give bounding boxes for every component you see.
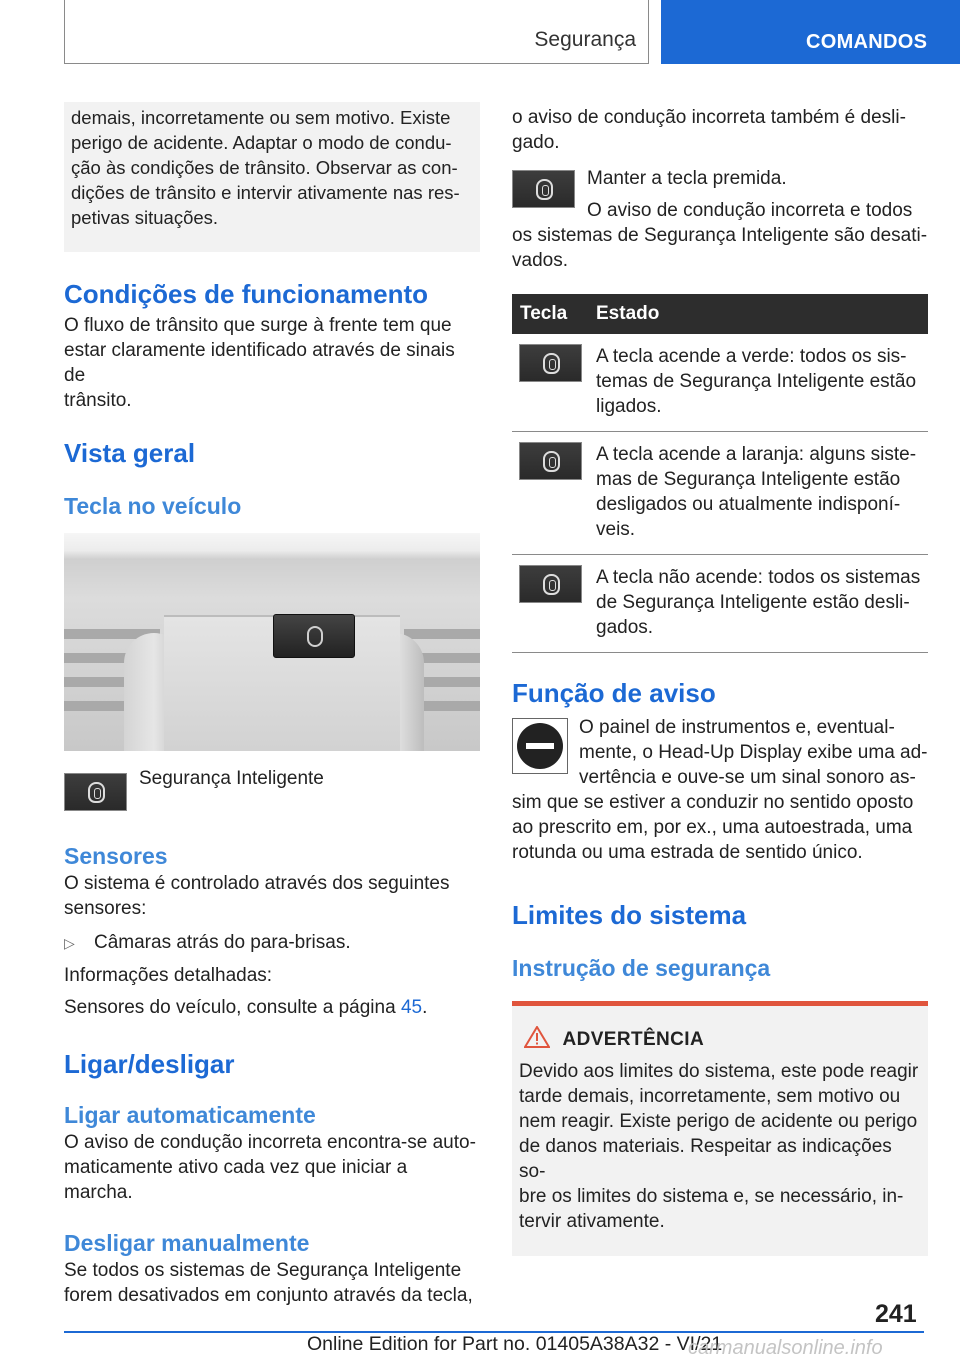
conditions-line: O fluxo de trânsito que surge à frente tem que [64, 315, 452, 336]
header-section-box [64, 0, 649, 64]
header-section-title: Segurança [534, 28, 636, 51]
warning-triangle-icon [524, 1026, 550, 1048]
row-text-line: A tecla não acende: todos os sistemas [596, 567, 921, 588]
vehicle-key-photo [64, 533, 480, 751]
heading-warning-function: Função de aviso [512, 678, 716, 708]
warning-fn-line: rotunda ou uma estrada de sentido único. [512, 842, 863, 863]
key-status-table [512, 294, 928, 653]
warning-fn-side-line: mente, o Head-Up Display exibe uma ad- [579, 742, 928, 763]
row-text-line: ligados. [596, 396, 662, 417]
table-header-row [512, 294, 928, 334]
key-orange-icon [519, 442, 582, 480]
intro-warning-box [64, 102, 480, 252]
right-column [512, 102, 928, 1256]
warning-fn-line: ao prescrito em, por ex., uma autoestrada, uma [512, 817, 913, 838]
intelligent-safety-key-icon [64, 773, 127, 811]
warning-line: nem reagir. Existe perigo de acidente ou perigo [519, 1111, 918, 1132]
intelligent-safety-button-photo [273, 614, 355, 658]
key-caption: Segurança Inteligente [139, 768, 324, 789]
left-column [64, 102, 480, 1308]
row-text-line: gados. [596, 617, 654, 638]
row-text-line: A tecla acende a laranja: alguns siste- [596, 444, 917, 465]
heading-on-off: Ligar/desligar [64, 1049, 235, 1079]
warning-fn-line: sim que se estiver a conduzir no sentido oposto [512, 792, 914, 813]
auto-line: maticamente ativo cada vez que iniciar a marcha. [64, 1157, 408, 1203]
key-off-icon [519, 565, 582, 603]
auto-line: O aviso de condução incorreta encontra-se auto- [64, 1132, 476, 1153]
details-label: Informações detalhadas: [64, 965, 273, 986]
column-header-key: Tecla [512, 294, 596, 334]
column-header-status: Estado [596, 294, 928, 334]
table-row [512, 432, 928, 555]
conditions-line: trânsito. [64, 390, 132, 411]
intelligent-safety-key-icon [512, 170, 575, 208]
intro-line: petivas situações. [71, 207, 219, 228]
warning-fn-side-line: O painel de instrumentos e, eventual- [579, 717, 895, 738]
heading-key-in-vehicle: Tecla no veículo [64, 493, 242, 519]
deactivate-first-line: O aviso de condução incorreta e todos [587, 200, 913, 221]
intro-line: ção às condições de trânsito. Observar as con- [71, 157, 458, 178]
safety-warning-box [512, 1001, 928, 1256]
page-number: 241 [875, 1300, 917, 1328]
intro-line: perigo de acidente. Adaptar o modo de condu- [71, 132, 452, 153]
sensor-bullet-item [64, 930, 480, 956]
heading-overview: Vista geral [64, 438, 196, 468]
row-text-line: veis. [596, 519, 636, 540]
intro-line: dições de trânsito e intervir ativamente nas res- [71, 182, 460, 203]
details-text: Sensores do veículo, consulte a página [64, 997, 401, 1018]
sensors-line: O sistema é controlado através dos seguintes [64, 873, 450, 894]
row-text-line: desligados ou atualmente indisponí- [596, 494, 901, 515]
manual-line: forem desativados em conjunto através da tecla, [64, 1285, 473, 1306]
warning-line: Devido aos limites do sistema, este pode reagir [519, 1061, 919, 1082]
hold-key-text: Manter a tecla premida. [587, 168, 787, 189]
details-end: . [422, 997, 428, 1018]
intro-line: demais, incorretamente ou sem motivo. Existe [71, 107, 451, 128]
row-text-line: de Segurança Inteligente estão desli- [596, 592, 910, 613]
warning-line: bre os limites do sistema e, se necessário, in- [519, 1186, 904, 1207]
key-green-icon [519, 344, 582, 382]
conditions-line: estar claramente identificado através de sinais de [64, 340, 455, 386]
heading-auto-on: Ligar automaticamente [64, 1102, 316, 1128]
warning-line: de danos materiais. Respeitar as indicações so- [519, 1136, 892, 1182]
triangle-bullet-icon: ▷ [64, 935, 75, 951]
table-row [512, 334, 928, 432]
row-text-line: A tecla acende a verde: todos os sis- [596, 346, 907, 367]
footer-edition: Online Edition for Part no. 01405A38A32 - VI/21 [307, 1333, 723, 1355]
row-text-line: mas de Segurança Inteligente estão [596, 469, 901, 490]
heading-safety-note: Instrução de segurança [512, 955, 771, 981]
sensors-line: sensores: [64, 898, 147, 919]
details-line [64, 995, 480, 1020]
deactivate-line: os sistemas de Segurança Inteligente são desati- [512, 225, 928, 246]
deactivate-line: vados. [512, 250, 568, 271]
warning-line: tarde demais, incorretamente, sem motivo ou [519, 1086, 901, 1107]
heading-system-limits: Limites do sistema [512, 900, 747, 930]
table-row [512, 555, 928, 653]
continuation-line: gado. [512, 132, 560, 153]
car-safety-icon [307, 626, 323, 647]
sensor-bullet-text: Câmaras atrás do para-brisas. [94, 932, 351, 953]
header-chapter-tab[interactable]: COMANDOS [661, 0, 960, 64]
heading-sensors: Sensores [64, 843, 168, 869]
warning-fn-side-line: vertência e ouve-se um sinal sonoro as- [579, 767, 916, 788]
manual-line: Se todos os sistemas de Segurança Inteligente [64, 1260, 462, 1281]
row-text-line: temas de Segurança Inteligente estão [596, 371, 917, 392]
warning-header [519, 1026, 921, 1056]
footer-watermark: carmanualsonline.info [688, 1337, 883, 1359]
continuation-line: o aviso de condução incorreta também é desli- [512, 107, 906, 128]
warning-line: tervir ativamente. [519, 1211, 665, 1232]
no-entry-sign-icon [512, 718, 568, 774]
warning-title: ADVERTÊNCIA [562, 1029, 705, 1050]
page-link[interactable]: 45 [400, 997, 423, 1018]
heading-manual-off: Desligar manualmente [64, 1230, 310, 1256]
heading-conditions: Condições de funcionamento [64, 279, 429, 309]
